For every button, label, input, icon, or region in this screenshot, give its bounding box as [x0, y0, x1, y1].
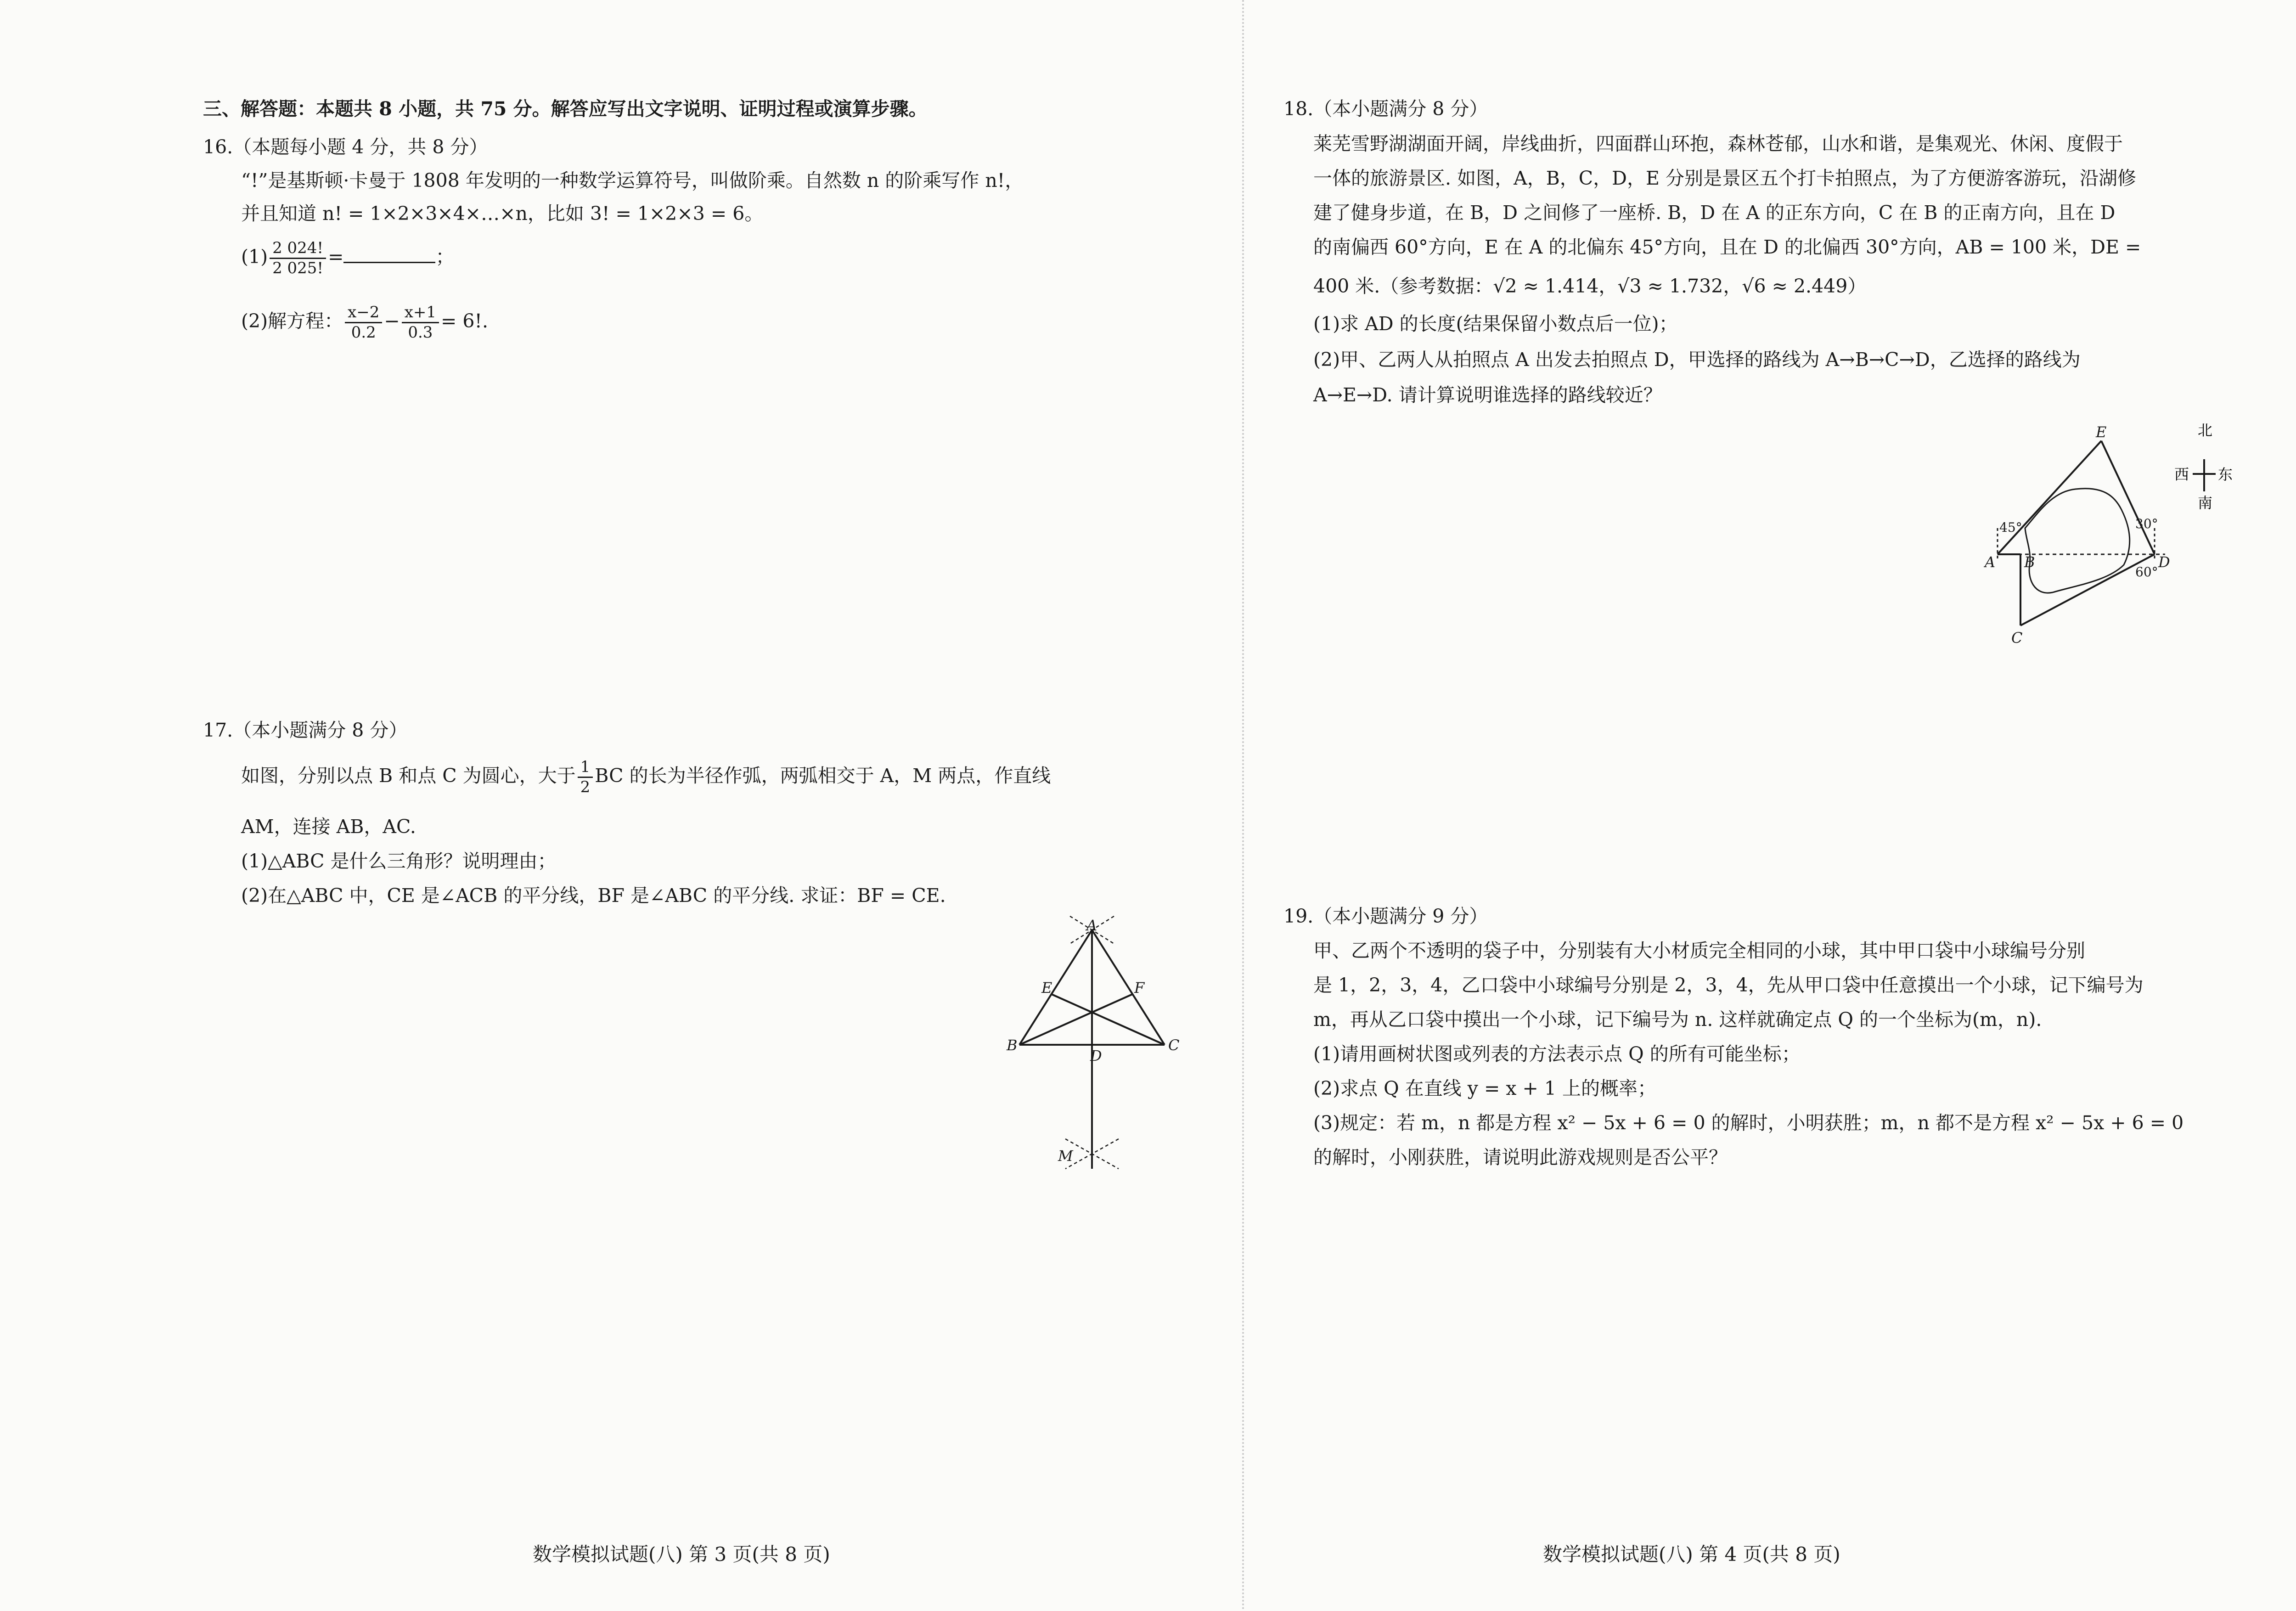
q18-text-line4: 的南偏西 60°方向，E 在 A 的北偏东 45°方向，且在 D 的北偏西 30°方向，AB = 100 米，DE = [1313, 236, 2141, 258]
segment-ae [1998, 441, 2101, 554]
compass-west: 西 [2174, 466, 2189, 483]
label-f: F [1134, 979, 1145, 997]
label-b: B [2024, 553, 2035, 571]
q18-part2-line2: A→E→D. 请计算说明谁选择的路线较近？ [1313, 384, 1662, 406]
angle-30: 30° [2135, 516, 2158, 531]
q19-text-line1: 甲、乙两个不透明的袋子中，分别装有大小材质完全相同的小球，其中甲口袋中小球编号分别 [1313, 940, 2085, 962]
footer-left: 数学模拟试题(八) 第 3 页(共 8 页) [533, 1543, 830, 1566]
lake-outline [2025, 489, 2130, 593]
q17-part1: (1)△ABC 是什么三角形？说明理由； [241, 850, 557, 872]
angle-45: 45° [1999, 520, 2022, 535]
q16-part1-label: (1) [241, 245, 268, 268]
page-right [1171, 0, 2296, 1611]
q17-text-line1: 如图，分别以点 B 和点 C 为圆心，大于 $\frac{1}{2}$ BC 的长为半径作弧，两弧相交于 A，M 两点，作直线 [241, 758, 1051, 796]
q16-part2: (2)解方程： $\frac{x-2}{0.2}$ − $\frac{x+1}{0.3}$ = 6!. [241, 303, 489, 342]
label-d: D [2158, 553, 2170, 571]
q19-part2: (2)求点 Q 在直线 y = x + 1 上的概率； [1313, 1077, 1657, 1099]
q16-part1: (1) $\frac{2 024!}{2 025!}$ = ； [241, 239, 455, 277]
fraction: $\frac{x+1}{0.3}$ [402, 303, 439, 342]
segment-cd [2020, 554, 2155, 625]
q18-text-line2: 一体的旅游景区. 如图，A，B，C，D，E 分别是景区五个打卡拍照点，为了方便游客游玩，沿湖修 [1313, 167, 2137, 189]
label-e: E [1041, 979, 1052, 997]
q19-header: 19.（本小题满分 9 分） [1283, 905, 1488, 927]
q19-text-line3: m，再从乙口袋中摸出一个小球，记下编号为 n. 这样就确定点 Q 的一个坐标为(m，n). [1313, 1008, 2042, 1031]
q17-header: 17.（本小题满分 8 分） [203, 719, 408, 741]
q18-text-line1: 莱芜雪野湖湖面开阔，岸线曲折，四面群山环抱，森林苍郁，山水和谐，是集观光、休闲、度假于 [1313, 133, 2123, 155]
q18-part1: (1)求 AD 的长度(结果保留小数点后一位)； [1313, 313, 1678, 335]
label-c: C [1168, 1036, 1180, 1054]
compass-north: 北 [2198, 422, 2213, 439]
q19-part3-line1: (3)规定：若 m，n 都是方程 x² − 5x + 6 = 0 的解时，小明获胜；m，n 都不是方程 x² − 5x + 6 = 0 [1313, 1112, 2184, 1134]
label-d: D [1090, 1047, 1102, 1065]
q19-text-line2: 是 1，2，3，4，乙口袋中小球编号分别是 2，3，4，先从甲口袋中任意摸出一个小球，记下编号为 [1313, 974, 2144, 996]
label-e: E [2096, 423, 2107, 441]
q17-part2: (2)在△ABC 中，CE 是∠ACB 的平分线，BF 是∠ABC 的平分线. 求证：BF = CE. [241, 884, 946, 907]
section-heading: 三、解答题：本题共 8 小题，共 75 分。解答应写出文字说明、证明过程或演算步骤。 [203, 98, 928, 120]
label-b: B [1007, 1036, 1018, 1054]
label-a: A [1086, 917, 1097, 934]
label-a: A [1985, 553, 1996, 571]
q16-header: 16.（本题每小题 4 分，共 8 分） [203, 136, 488, 158]
footer-right: 数学模拟试题(八) 第 4 页(共 8 页) [1543, 1543, 1840, 1566]
fraction: $\frac{x-2}{0.2}$ [345, 303, 382, 342]
compass-east: 东 [2218, 466, 2233, 483]
q18-text-line5: 400 米.（参考数据：√2 ≈ 1.414，√3 ≈ 1.732，√6 ≈ 2.449） [1313, 275, 1867, 297]
q17-figure [1001, 914, 1185, 1180]
q18-text-line3: 建了健身步道，在 B，D 之间修了一座桥. B，D 在 A 的正东方向，C 在 B 的正南方向，且在 D [1313, 202, 2116, 224]
compass-rose [2174, 422, 2233, 512]
q19-part3-line2: 的解时，小刚获胜，请说明此游戏规则是否公平？ [1313, 1146, 1728, 1168]
q16-text-line1: “!”是基斯顿·卡曼于 1808 年发明的一种数学运算符号，叫做阶乘。自然数 n 的阶乘写作 n!， [241, 169, 1024, 192]
segment-ed [2101, 441, 2155, 554]
q17-text-line2: AM，连接 AB，AC. [241, 816, 416, 838]
q18-header: 18.（本小题满分 8 分） [1283, 98, 1488, 120]
q19-part1: (1)请用画树状图或列表的方法表示点 Q 的所有可能坐标； [1313, 1043, 1801, 1065]
fraction-half: $\frac{1}{2}$ [578, 758, 593, 797]
q18-map-figure [1984, 413, 2241, 652]
q18-part2-line1: (2)甲、乙两人从拍照点 A 出发去拍照点 D，甲选择的路线为 A→B→C→D，乙选择的路线为 [1313, 349, 2081, 371]
label-c: C [2011, 629, 2023, 647]
answer-blank[interactable] [343, 248, 435, 263]
label-m: M [1058, 1147, 1073, 1165]
q16-text-line2: 并且知道 n! = 1×2×3×4×…×n，比如 3! = 1×2×3 = 6。 [241, 203, 764, 225]
fraction: $\frac{2 024!}{2 025!}$ [270, 239, 326, 278]
compass-south: 南 [2198, 494, 2213, 512]
angle-60: 60° [2135, 564, 2158, 580]
